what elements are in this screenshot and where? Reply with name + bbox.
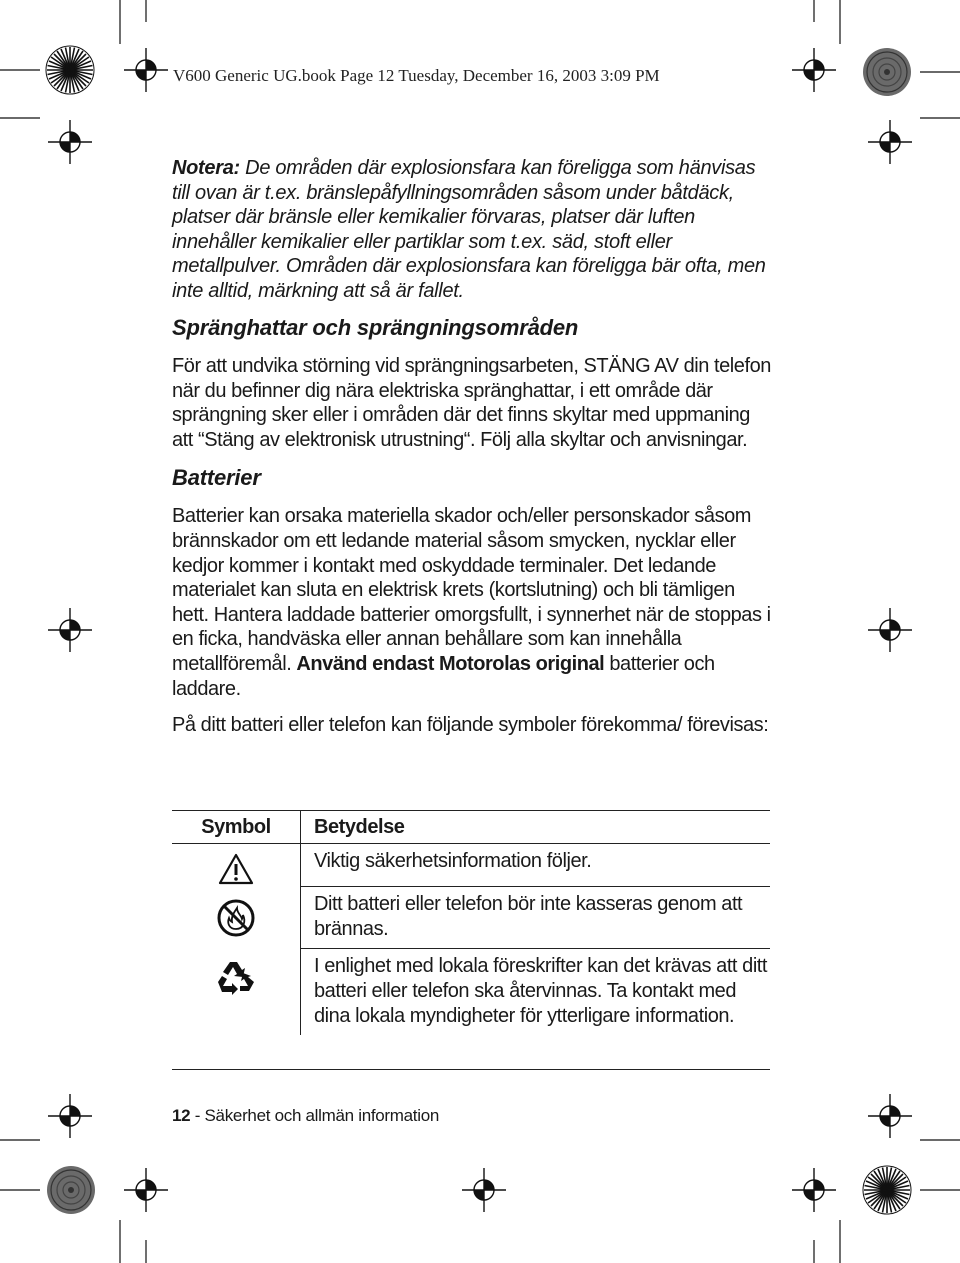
- crosshair-mark-mid-right: [868, 608, 912, 652]
- symbols-intro: På ditt batteri eller telefon kan följande symboler förekomma/ förevisas:: [172, 714, 769, 737]
- meaning-cell: Viktig säkerhetsinformation följer.: [301, 844, 771, 887]
- crosshair-mark-top-1: [124, 48, 168, 92]
- crosshair-mark-top-2: [792, 48, 836, 92]
- battery-text-bold: Använd endast Motorolas original: [296, 652, 605, 675]
- corner-mark-bottom-right: [863, 1166, 911, 1214]
- crosshair-mark-mid-left: [48, 608, 92, 652]
- recycle-icon: [215, 958, 257, 996]
- crosshair-mark-bot-1: [48, 1094, 92, 1138]
- section-heading-detonators: Spränghattar och sprängningsområden: [172, 315, 579, 340]
- table-row: [172, 844, 770, 887]
- corner-mark-top-right: [863, 48, 911, 96]
- crosshair-mark-bot-5: [792, 1168, 836, 1212]
- crosshair-mark-bot-2: [868, 1094, 912, 1138]
- battery-text-2: batterier och laddare.: [172, 652, 715, 700]
- note-paragraph: [172, 156, 772, 303]
- print-slug: V600 Generic UG.book Page 12 Tuesday, December 16, 2003 3:09 PM: [173, 66, 660, 85]
- meaning-cell: Ditt batteri eller telefon bör inte kasseras genom att brännas.: [301, 886, 771, 948]
- warning-triangle-icon: [218, 852, 254, 886]
- corner-mark-bottom-left: [47, 1166, 95, 1214]
- crosshair-mark-top-4: [868, 120, 912, 164]
- page-footer: [172, 1106, 439, 1126]
- crosshair-mark-bot-3: [124, 1168, 168, 1212]
- col-header-symbol: Symbol: [172, 811, 301, 844]
- meaning-cell: I enlighet med lokala föreskrifter kan det krävas att ditt batteri eller telefon ska återvinnas. Ta kontakt med dina lokala myndigheter för ytterligare information.: [314, 954, 768, 1027]
- footer-text: - Säkerhet och allmän information: [190, 1106, 440, 1125]
- note-label: Notera:: [172, 157, 240, 179]
- battery-text-1: Batterier kan orsaka materiella skador och/eller personskador såsom brännskador om ett ledande material såsom smycken, nycklar eller kedjor kommer i kontakt med oskyddade terminaler. Det ledande materialet kan sluta en elektrisk krets (kortslutning) och bli tämligen hett. Hantera laddade batterier omorgsfullt, i synnerhet när de stoppas i en ficka, handväska eller annan behållare som kan innehålla metallföremål.: [172, 505, 771, 675]
- table-header-row: [172, 811, 770, 844]
- symbol-table: [172, 810, 770, 1035]
- table-row: [172, 886, 770, 948]
- no-fire-icon: [216, 898, 256, 938]
- section-body-detonators: För att undvika störning vid sprängningsarbeten, STÄNG AV din telefon när du befinner dig nära elektriska spränghattar, i ett område där sprängning sker eller i områden där det finns skyltar med uppmaning att “Stäng av elektronisk utrustning“. Följ alla skyltar och anvisningar.: [172, 355, 771, 451]
- section-heading-batteries: Batterier: [172, 465, 261, 491]
- col-header-meaning: Betydelse: [301, 811, 771, 844]
- table-row: [172, 948, 770, 1035]
- table-bottom-rule: [172, 1069, 770, 1070]
- crosshair-mark-top-3: [48, 120, 92, 164]
- section-body-batteries: [172, 504, 772, 701]
- note-text: De områden där explosionsfara kan föreligga som hänvisas till ovan är t.ex. bränslepåfyllningsområden såsom under båtdäck, platser där bränsle eller kemikalier förvaras, platser där luften innehåller kemikalier eller partiklar som t.ex. säd, stoft eller metallpulver. Områden där explosionsfara kan föreligga bär ofta, men inte alltid, märkning att så är fallet.: [172, 157, 766, 302]
- page-number: 12: [172, 1106, 191, 1125]
- page-content: [172, 156, 772, 750]
- corner-mark-top-left: [46, 46, 94, 94]
- crosshair-mark-bot-4: [462, 1168, 506, 1212]
